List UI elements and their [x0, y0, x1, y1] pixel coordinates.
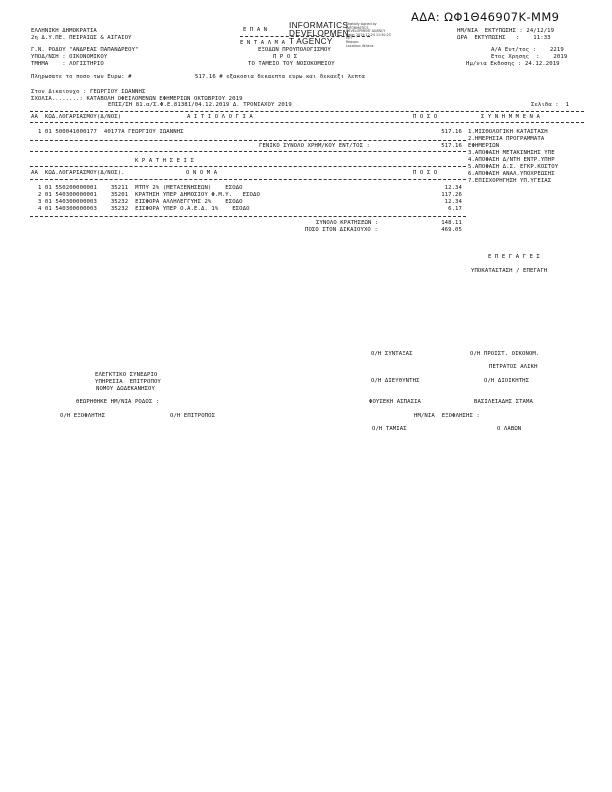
- col-header-amount: Π Ο Σ Ο: [413, 114, 438, 120]
- stamp-word-2: DEVELOPMEN: [289, 29, 349, 38]
- approvals-title: Ε Π Ε Γ Α Γ Ε Σ: [488, 254, 541, 260]
- list-item: 6.ΑΠΟΦΑΣΗ ΑΝΑΛ.ΥΠΟΧΡΕΩΣΗΣ: [468, 171, 555, 177]
- deductions-col-amount: Π Ο Σ Ο: [413, 170, 438, 176]
- org-line-5: ΤΜΗΜΑ : ΛΟΓΙΣΤΗΡΙΟ: [31, 61, 104, 67]
- issue-date: Ημ/νια Εκδοσης : 24.12.2019: [466, 61, 560, 67]
- document-title: Ε Ν Τ Α Λ Μ Α: [240, 40, 286, 46]
- director-name: ΦΟΥΣΕΚΗ ΑΣΠΑΣΙΑ: [369, 399, 422, 405]
- grand-total-label: ΓΕΝΙΚΟ ΣΥΝΟΛΟ ΧΡΗΜ/ΚΟΥ ΕΝΤ/ΤΟΣ :: [259, 143, 370, 149]
- total-rule: [30, 140, 466, 141]
- list-item: 4.ΑΠΟΦΑΣΗ Δ/ΝΤΗ ΕΝΤΡ.ΥΠΗΡ: [468, 157, 555, 163]
- grand-total-amount: 517.16: [441, 143, 462, 149]
- deductions-rule: [30, 166, 466, 167]
- audit-office-1: ΕΛΕΓΚΤΙΚΟ ΣΥΝΕΔΡΙΟ: [95, 372, 158, 378]
- table-header-rule: [30, 122, 584, 123]
- amount-in-words: 517.16 # εξακοσια δεκαεπτα ευρω και δεκαεξι λεπτα: [195, 74, 365, 80]
- deduction-amount: 12.34: [444, 199, 462, 205]
- deductions-col-name: Ο Ν Ο Μ Α: [186, 170, 218, 176]
- signatory-receiver: Ο ΛΑΒΩΝ: [497, 426, 522, 432]
- table-row: 1 01 500041000177 40177Α ΓΕΩΡΓΙΟΥ ΙΩΑΝΝΗΣ: [38, 129, 184, 135]
- deductions-col-account: ΑΑ ΚΩΔ.ΛΟΓΑΡΙΑΣΜΟΥ(Δ/ΝΟΣ).: [31, 170, 125, 176]
- deductions-title: Κ Ρ Α Τ Η Σ Ε Ι Σ: [135, 158, 194, 164]
- deductions-bottom-rule: [30, 216, 466, 217]
- stamp-details: Digitally signed by INFORMATICS DEVELOPMENT AGENCY Date: 2019.12.24 11:50:23 EET Reason: Location: Athens: [346, 22, 391, 48]
- title-sub-1: ΕΞΟΔΩΝ ΠΡΟΥΠΟΛΟΓΙΣΜΟΥ: [258, 47, 331, 53]
- head-finance-name: ΠΕΤΡΑΤΟΣ ΑΛΙΚΗ: [489, 364, 538, 370]
- warrant-number: Α/Α Εντ/τος : 2219: [491, 47, 564, 53]
- signatory-commissioner: Ο/Η ΕΠΙΤΡΟΠΟΣ: [170, 413, 216, 419]
- approvals-role: ΥΠΟΚΑΤΑΣΤΑΣΗ / ΕΠΕΓΑΓΗ: [471, 268, 548, 274]
- administrator-name: ΒΑΣΙΛΕΙΑΔΗΣ ΣΤΑΜΑ: [474, 399, 533, 405]
- comments-line-2: ΕΠΙΣ/ΣΗ 81.α/Σ.Φ.Ε.81381/04.12.2019 Δ. ΤΡΟΝΙΑΧΟΥ 2019: [108, 102, 292, 108]
- title-sub-2: Π Ρ Ο Σ: [273, 54, 298, 60]
- col-header-account: ΑΑ ΚΩΔ.ΛΟΓΑΡΙΑΣΜΟΥ(Δ/ΝΟΣ): [31, 114, 122, 120]
- deductions-total-label: ΣΥΝΟΛΟ ΚΡΑΤΗΣΕΩΝ :: [316, 220, 379, 226]
- audit-office-2: ΥΠΗΡΕΣΙΑ ΕΠΙΤΡΟΠΟΥ: [95, 379, 161, 385]
- col-header-attachments: Σ Υ Ν Η Μ Μ Ε Ν Α: [481, 114, 540, 120]
- net-amount: 469.05: [441, 227, 462, 233]
- org-line-3: Γ.Ν. ΡΟΔΟΥ "ΑΝΔΡΕΑΣ ΠΑΠΑΝΔΡΕΟΥ": [31, 47, 139, 53]
- org-line-2: 2η Δ.Υ.ΠΕ. ΠΕΙΡΑΙΩΣ & ΑΙΓΑΙΟΥ: [31, 35, 132, 41]
- total-rule-2: [30, 151, 466, 152]
- list-item: 7.ΕΠΙΣΧΟΡΗΓΗΣΗ ΥΠ.ΥΓΕΙΑΣ: [468, 178, 552, 184]
- signatory-head-finance: Ο/Η ΠΡΟΙΣΤ. ΟΙΚΟΝΟΜ.: [470, 351, 540, 357]
- print-date: ΗΜ/ΝΙΑ ΕΚΤΥΠΩΣΗΣ : 24/12/19: [457, 28, 555, 34]
- signatory-composer: Ο/Η ΣΥΝΤΑΞΑΣ: [371, 351, 413, 357]
- deduction-amount: 117.26: [441, 192, 462, 198]
- list-item: 5.ΑΠΟΦΑΣΗ Δ.Σ. ΕΓΚΡ.ΚΟΣΤΟΥ: [468, 164, 559, 170]
- col-header-description: Α Ι Τ Ι Ο Λ Ο Γ Ι Α: [187, 114, 253, 120]
- audit-office-3: ΝΟΜΟΥ ΔΩΔΕΚΑΝΗΣΟΥ: [96, 386, 155, 392]
- row-amount: 517.16: [441, 129, 462, 135]
- list-item: ΕΦΗΜΕΡΙΩΝ: [468, 143, 500, 149]
- endorsed-date-label: ΘΕΩΡΗΘΗΚΕ ΗΜ/ΝΙΑ ΡΟΔΟΣ :: [76, 399, 160, 405]
- signatory-administrator: Ο/Η ΔΙΟΙΚΗΤΗΣ: [484, 378, 530, 384]
- amount-label: Πληρωσατε το ποσο των Ευρω: #: [31, 74, 132, 80]
- title-sub-3: ΤΟ ΤΑΜΕΙΟ ΤΟΥ ΝΟΣΟΚΟΜΕΙΟΥ: [248, 61, 335, 67]
- stamp-word-1: INFORMATICS: [289, 21, 349, 30]
- comments-line: ΣΧΟΛΙΑ........: ΚΑΤΑΒΟΛΗ ΟΦΕΙΛΟΜΕΝΩΝ ΕΦΗΜΕΡΙΩΝ ΟΚΤΩΒΡΙΟΥ 2019: [31, 96, 243, 102]
- table-top-rule: [30, 111, 584, 112]
- org-line-1: ΕΛΛΗΝΙΚΗ ΔΗΜΟΚΡΑΤΙΑ: [31, 28, 97, 34]
- table-row: 4 01 540300000003 35232 ΕΙΣΦΟΡΑ ΥΠΕΡ Ο.Α.Ε.Δ. 1% ΕΣΟΔΟ: [38, 206, 250, 212]
- table-row: 2 01 540300000001 35201 ΚΡΑΤΗΣΗ ΥΠΕΡ ΔΗΜΟΣΙΟΥ Φ.Μ.Υ. ΕΣΟΔΟ: [38, 192, 260, 198]
- list-item: 1.ΜΙΣΘΟΛΟΓΙΚΗ ΚΑΤΑΣΤΑΣΗ: [468, 129, 548, 135]
- deductions-header-rule: [30, 179, 466, 180]
- deductions-total-amount: 148.11: [441, 220, 462, 226]
- title-top: Ε Π Α Ν: [243, 27, 268, 33]
- list-item: 3.ΑΠΟΦΑΣΗ ΜΕΤΑΚΙΝΗΣΗΣ ΥΠΕ: [468, 150, 555, 156]
- beneficiary-line: Στον Δικαιουχο : ΓΕΩΡΓΙΟΥ ΙΩΑΝΝΗΣ: [31, 89, 146, 95]
- deduction-amount: 12.34: [444, 185, 462, 191]
- table-row: 3 01 540300000003 35232 ΕΙΣΦΟΡΑ ΑΛΛΗΛΕΓΓΥΗΣ 2% ΕΣΟΔΟ: [38, 199, 243, 205]
- page-number: Σελιδα : 1: [531, 102, 570, 108]
- org-line-4: ΥΠΟΔ/ΝΣΗ : ΟΙΚΟΝΟΜΙΚΟΥ: [31, 54, 108, 60]
- signatory-treasurer: Ο/Η ΤΑΜΙΑΣ: [372, 426, 407, 432]
- list-item: 2.ΗΜΕΡΗΣΙΑ ΠΡΟΓΡΑΜΜΑΤΑ: [468, 136, 545, 142]
- table-row: 1 01 550200000001 35211 ΜΤΠΥ 2% (ΜΕΤΑΞΕΝΗΣΕΩΝ) ΕΣΟΔΟ: [38, 185, 243, 191]
- net-amount-label: ΠΟΣΟ ΣΤΟΝ ΔΙΚΑΙΟΥΧΟ :: [305, 227, 378, 233]
- fiscal-year: Ετος Χρησης : 2019: [491, 54, 568, 60]
- deduction-amount: 6.17: [448, 206, 462, 212]
- payment-date-label: ΗΜ/ΝΙΑ ΕΞΟΦΛΗΣΗΣ :: [414, 413, 480, 419]
- signatory-payer: Ο/Η ΕΞΟΦΛΗΤΗΣ: [60, 413, 106, 419]
- print-time: ΩΡΑ ΕΚΤΥΠΩΣΗΣ : 11:33: [457, 35, 551, 41]
- stamp-word-3: T AGENCY: [289, 37, 333, 46]
- signatory-director: Ο/Η ΔΙΕΥΘΥΝΤΗΣ: [371, 378, 420, 384]
- ada-code: ΑΔΑ: ΩΦ1Θ46907Κ-ΜΜ9: [411, 10, 560, 24]
